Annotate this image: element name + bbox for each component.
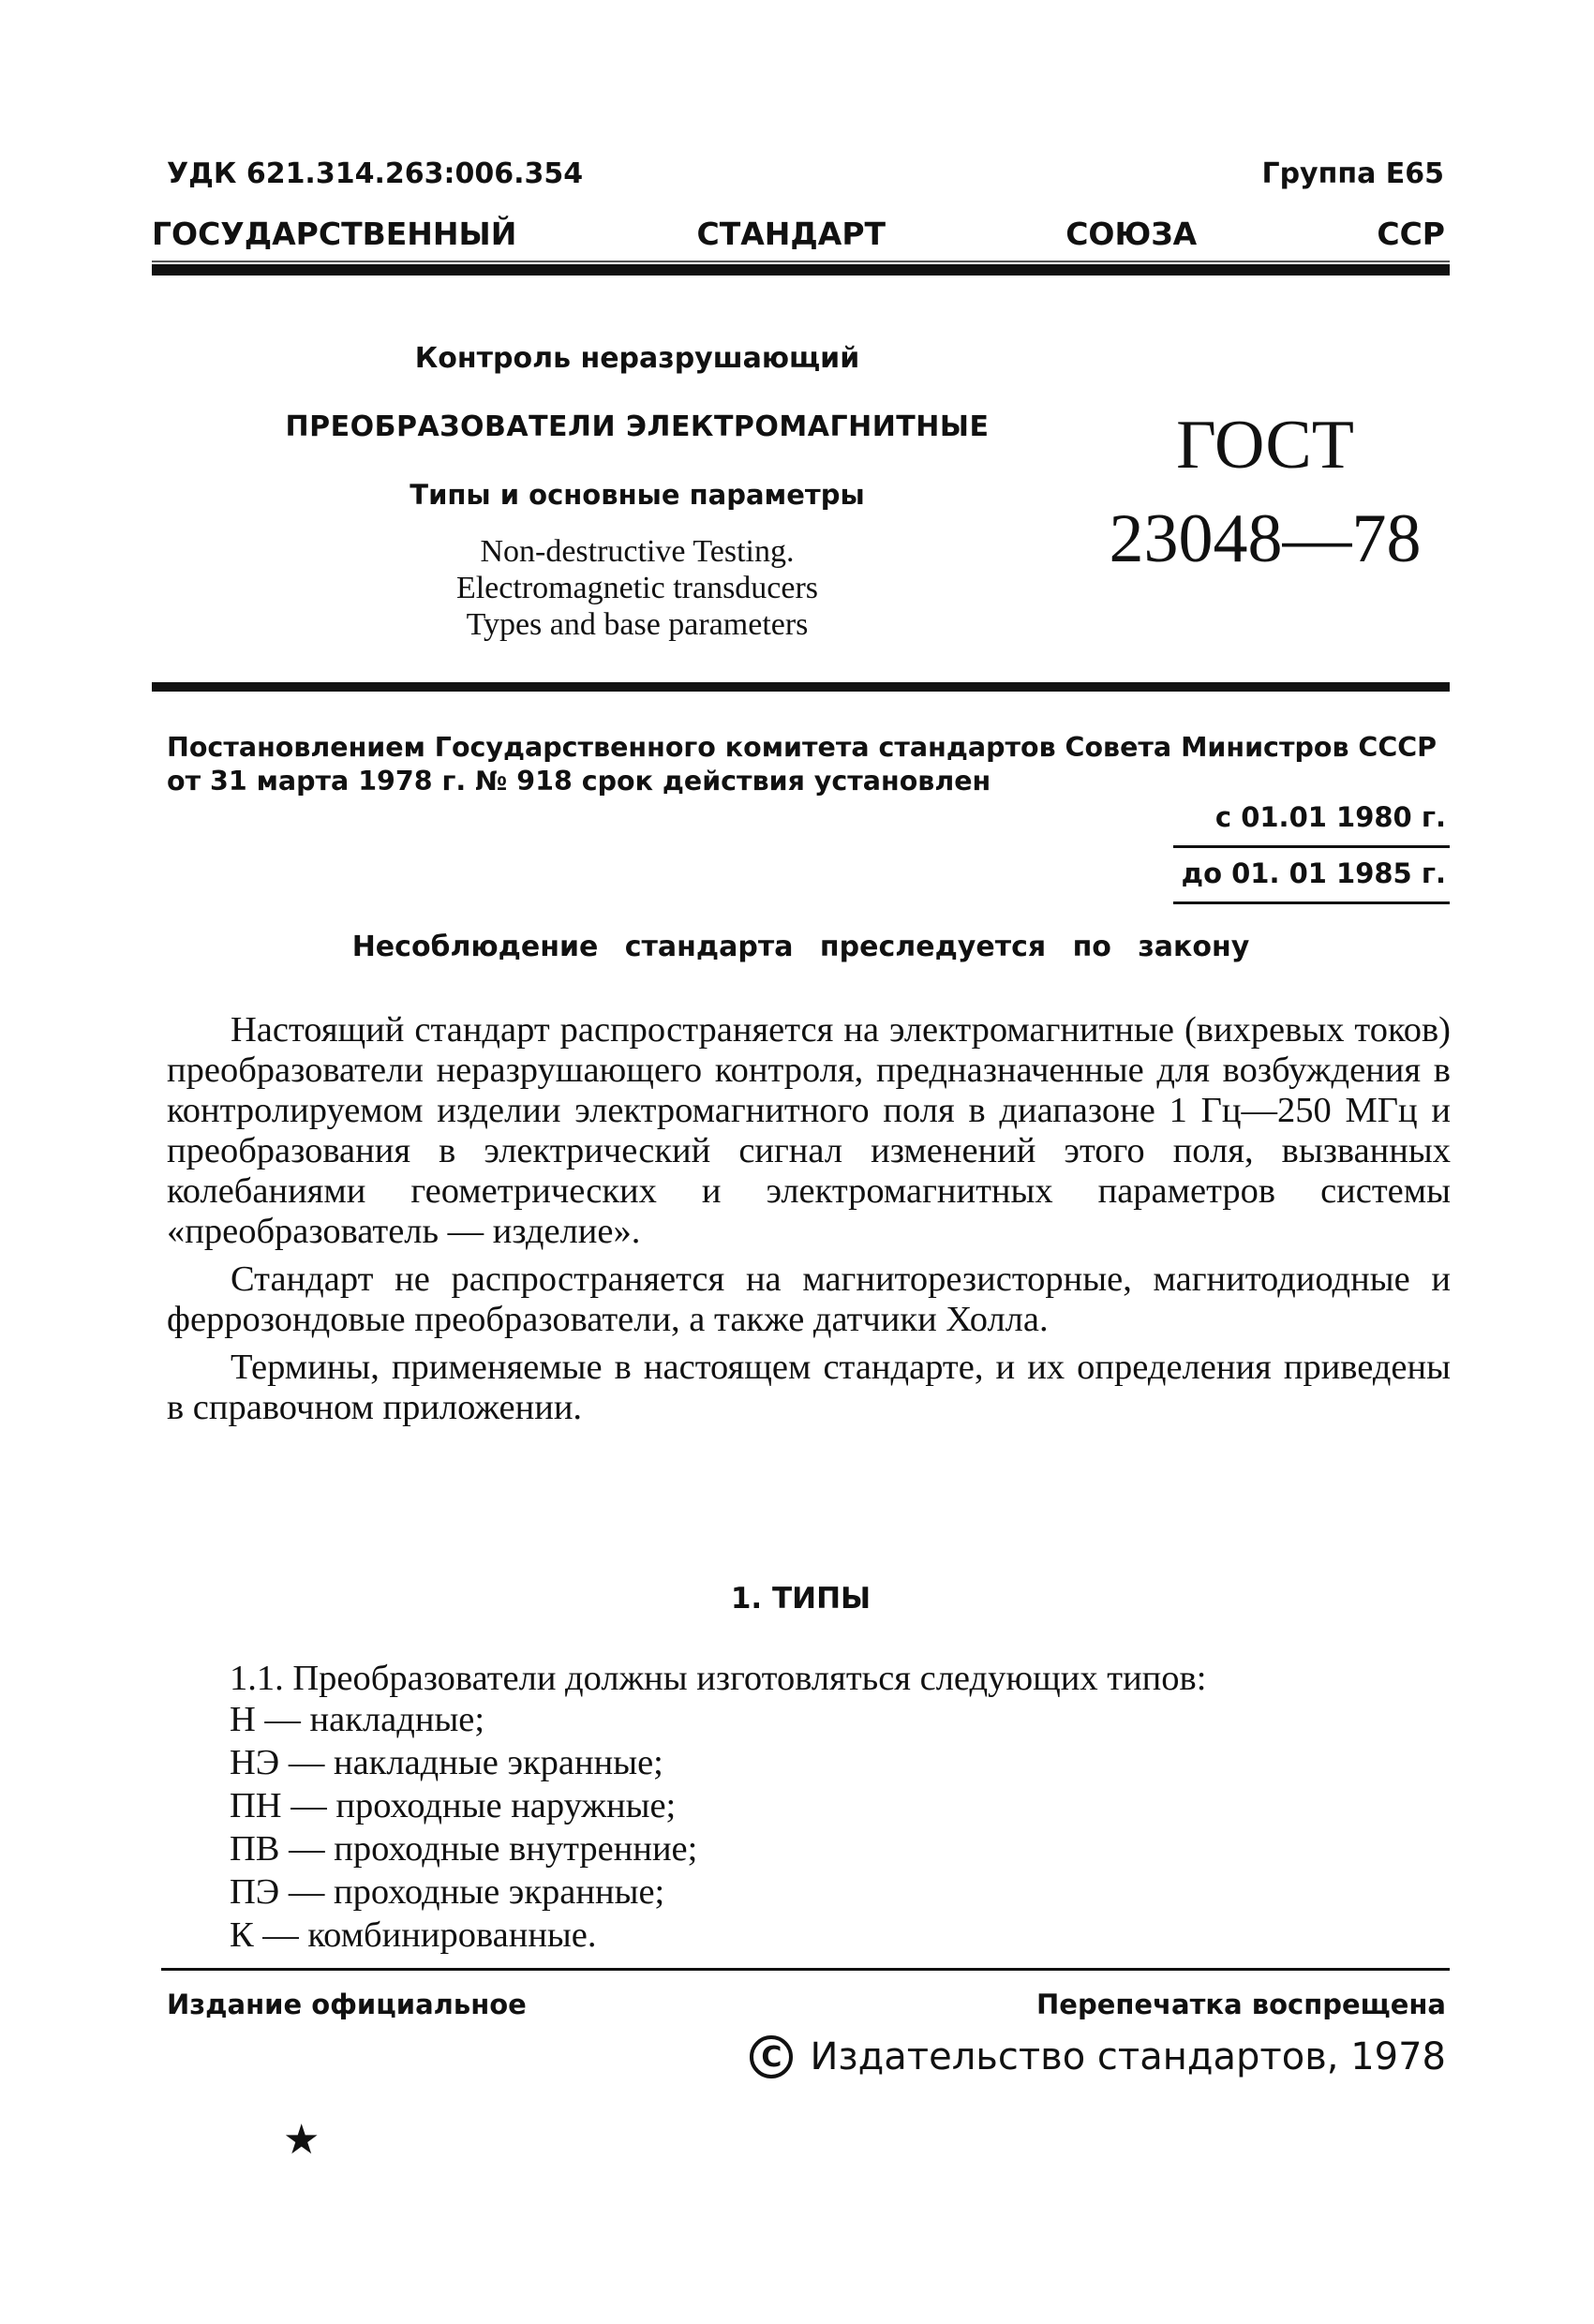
udk-code: УДК 621.314.263:006.354 [167,157,584,190]
section-title: 1. ТИПЫ [730,1582,871,1616]
legal-notice: Несоблюдение стандарта преследуется по закону [351,931,1250,963]
list-item: ПЭ — проходные экранные; [230,1872,665,1912]
top-divider [152,264,1450,276]
english-line-2: Electromagnetic transducers [455,571,819,605]
gost-number: 23048—78 [1109,500,1422,577]
star-icon: ★ [283,2117,320,2163]
gost-designation [1106,398,1424,586]
list-item: НЭ — накладные экранные; [230,1743,663,1782]
bottom-divider [161,1968,1450,1971]
reprint-prohibited: Перепечатка воспрещена [1036,1989,1446,2020]
gost-label: ГОСТ [1176,407,1354,484]
top-divider-thin [152,261,1450,262]
english-line-1: Non-destructive Testing. [480,534,795,569]
english-title [272,533,1003,643]
date-to-underline [1173,901,1450,904]
official-edition: Издание официальное [167,1989,527,2020]
banner-word-2: СТАНДАРТ [696,216,886,252]
list-item: К — комбинированные. [230,1915,597,1955]
body-text [167,1010,1451,1436]
state-standard-banner [152,216,1445,252]
decree-text: Постановлением Государственного комитета стандартов Совета Министров СССР от 31 марта 1978 г. № 918 срок действия установлен [167,732,1438,797]
effective-date-from: с 01.01 1980 г. [1214,801,1446,833]
control-heading: Контроль неразрушающий [414,342,860,375]
main-title: ПРЕОБРАЗОВАТЕЛИ ЭЛЕКТРОМАГНИТНЫЕ [285,410,990,443]
english-line-3: Types and base parameters [466,607,809,642]
banner-word-1: ГОСУДАРСТВЕННЫЙ [152,216,517,252]
title-block [272,342,1003,643]
list-item: ПН — проходные наружные; [230,1786,677,1825]
list-item: ПВ — проходные внутренние; [230,1829,698,1869]
types-list [230,1698,697,1957]
banner-word-4: ССР [1377,216,1445,252]
middle-divider [152,682,1450,692]
subtitle: Типы и основные параметры [410,479,865,511]
group-code: Группа Е65 [1261,157,1444,190]
date-from-underline [1173,845,1450,848]
publisher-line [750,2035,1446,2078]
paragraph-exclusions: Стандарт не распространяется на магниторезисторные, магнитодиодные и феррозондовые преобразователи, а также датчики Холла. [167,1259,1451,1339]
paragraph-terms: Термины, применяемые в настоящем стандарте, и их определения приведены в справочном приложении. [167,1348,1451,1427]
list-item: Н — накладные; [230,1700,485,1739]
effective-date-to: до 01. 01 1985 г. [1181,857,1446,889]
publisher-name: Издательство стандартов, 1978 [810,2035,1446,2078]
copyright-icon: C [750,2035,793,2078]
paragraph-scope: Настоящий стандарт распространяется на электромагнитные (вихревых токов) преобразователи неразрушающего контроля, предназначенные для возбуждения в контролируемом изделии электромагнитного поля в диапазоне 1 Гц—250 МГц и преобразования в электрический сигнал изменений этого поля, вызванных колебаниями геометрических и электромагнитных параметров системы «преобразователь — изделие». [167,1010,1451,1251]
banner-word-3: СОЮЗА [1065,216,1198,252]
types-intro: 1.1. Преобразователи должны изготовляться следующих типов: [230,1659,1207,1698]
